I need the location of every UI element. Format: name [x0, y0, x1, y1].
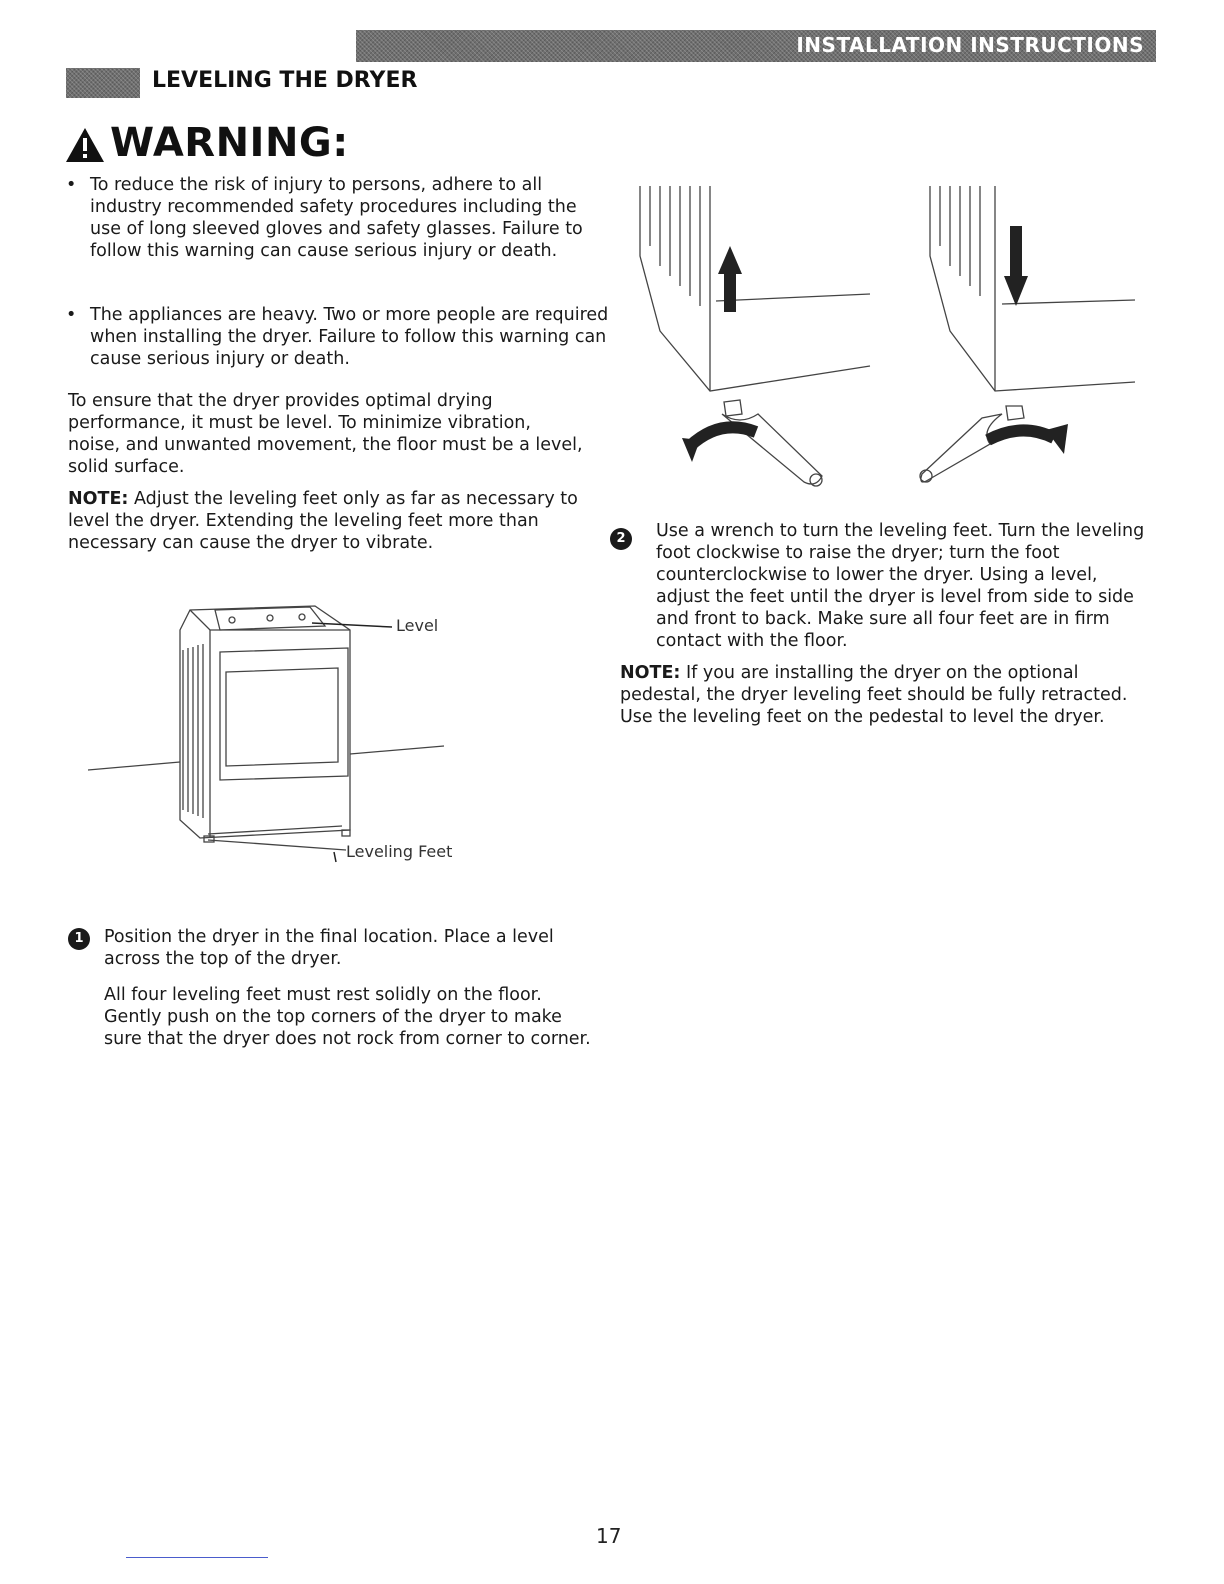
level-label: Level — [396, 616, 439, 635]
step-1-subtext: All four leveling feet must rest solidly on the floor. Gently push on the top corners of the dryer to make sure that the dryer does not rock from corner to corner. — [104, 985, 591, 1049]
warning-bullet-text: The appliances are heavy. Two or more people are required when installing the dryer. Failure to follow this warning can cause serious injury or death. — [90, 305, 609, 369]
section-marker — [66, 68, 140, 98]
warning-bullet-text: To reduce the risk of injury to persons, adhere to all industry recommended safety procedures including the use of long sleeved gloves and safety glasses. Failure to follow this warning can cause serious injury or death. — [90, 175, 583, 261]
warning-title: WARNING: — [110, 120, 349, 166]
header-banner — [356, 30, 1156, 62]
step-1-text: Position the dryer in the final location. Place a level across the top of the dryer. — [104, 927, 554, 969]
note-label: NOTE: — [620, 663, 681, 683]
bullet-dot: • — [66, 305, 77, 325]
note-text: Adjust the leveling feet only as far as necessary to level the dryer. Extending the leveling feet more than necessary can cause the dryer to vibrate. — [68, 489, 578, 553]
intro-paragraph: To ensure that the dryer provides optimal drying performance, it must be level. To minimize vibration, noise, and unwanted movement, the floor must be a level, solid surface. — [68, 391, 583, 477]
step-2-text: Use a wrench to turn the leveling feet. Turn the leveling foot clockwise to raise the dryer; turn the foot counterclockwise to lower the dryer. Using a level, adjust the feet until the dryer is level from side to side and front to back. Make sure all four feet are in firm contact with the floor. — [656, 521, 1145, 651]
page-number: 17 — [596, 1524, 622, 1548]
step-1-badge: 1 — [68, 928, 90, 950]
warning-triangle-icon — [64, 126, 106, 164]
leveling-feet-label: Leveling Feet — [346, 842, 453, 861]
note-text: If you are installing the dryer on the optional pedestal, the dryer leveling feet should be fully retracted. Use the leveling feet on the pedestal to level the dryer. — [620, 663, 1128, 727]
section-title: LEVELING THE DRYER — [152, 68, 418, 93]
step-2-badge: 2 — [610, 528, 632, 550]
header-title: INSTALLATION INSTRUCTIONS — [796, 33, 1144, 57]
bullet-dot: • — [66, 175, 77, 195]
wrench-leveling-illustration — [630, 186, 1160, 496]
note-label: NOTE: — [68, 489, 129, 509]
note-paragraph — [620, 662, 1160, 728]
note-paragraph — [68, 488, 598, 554]
footer-rule — [126, 1557, 268, 1558]
